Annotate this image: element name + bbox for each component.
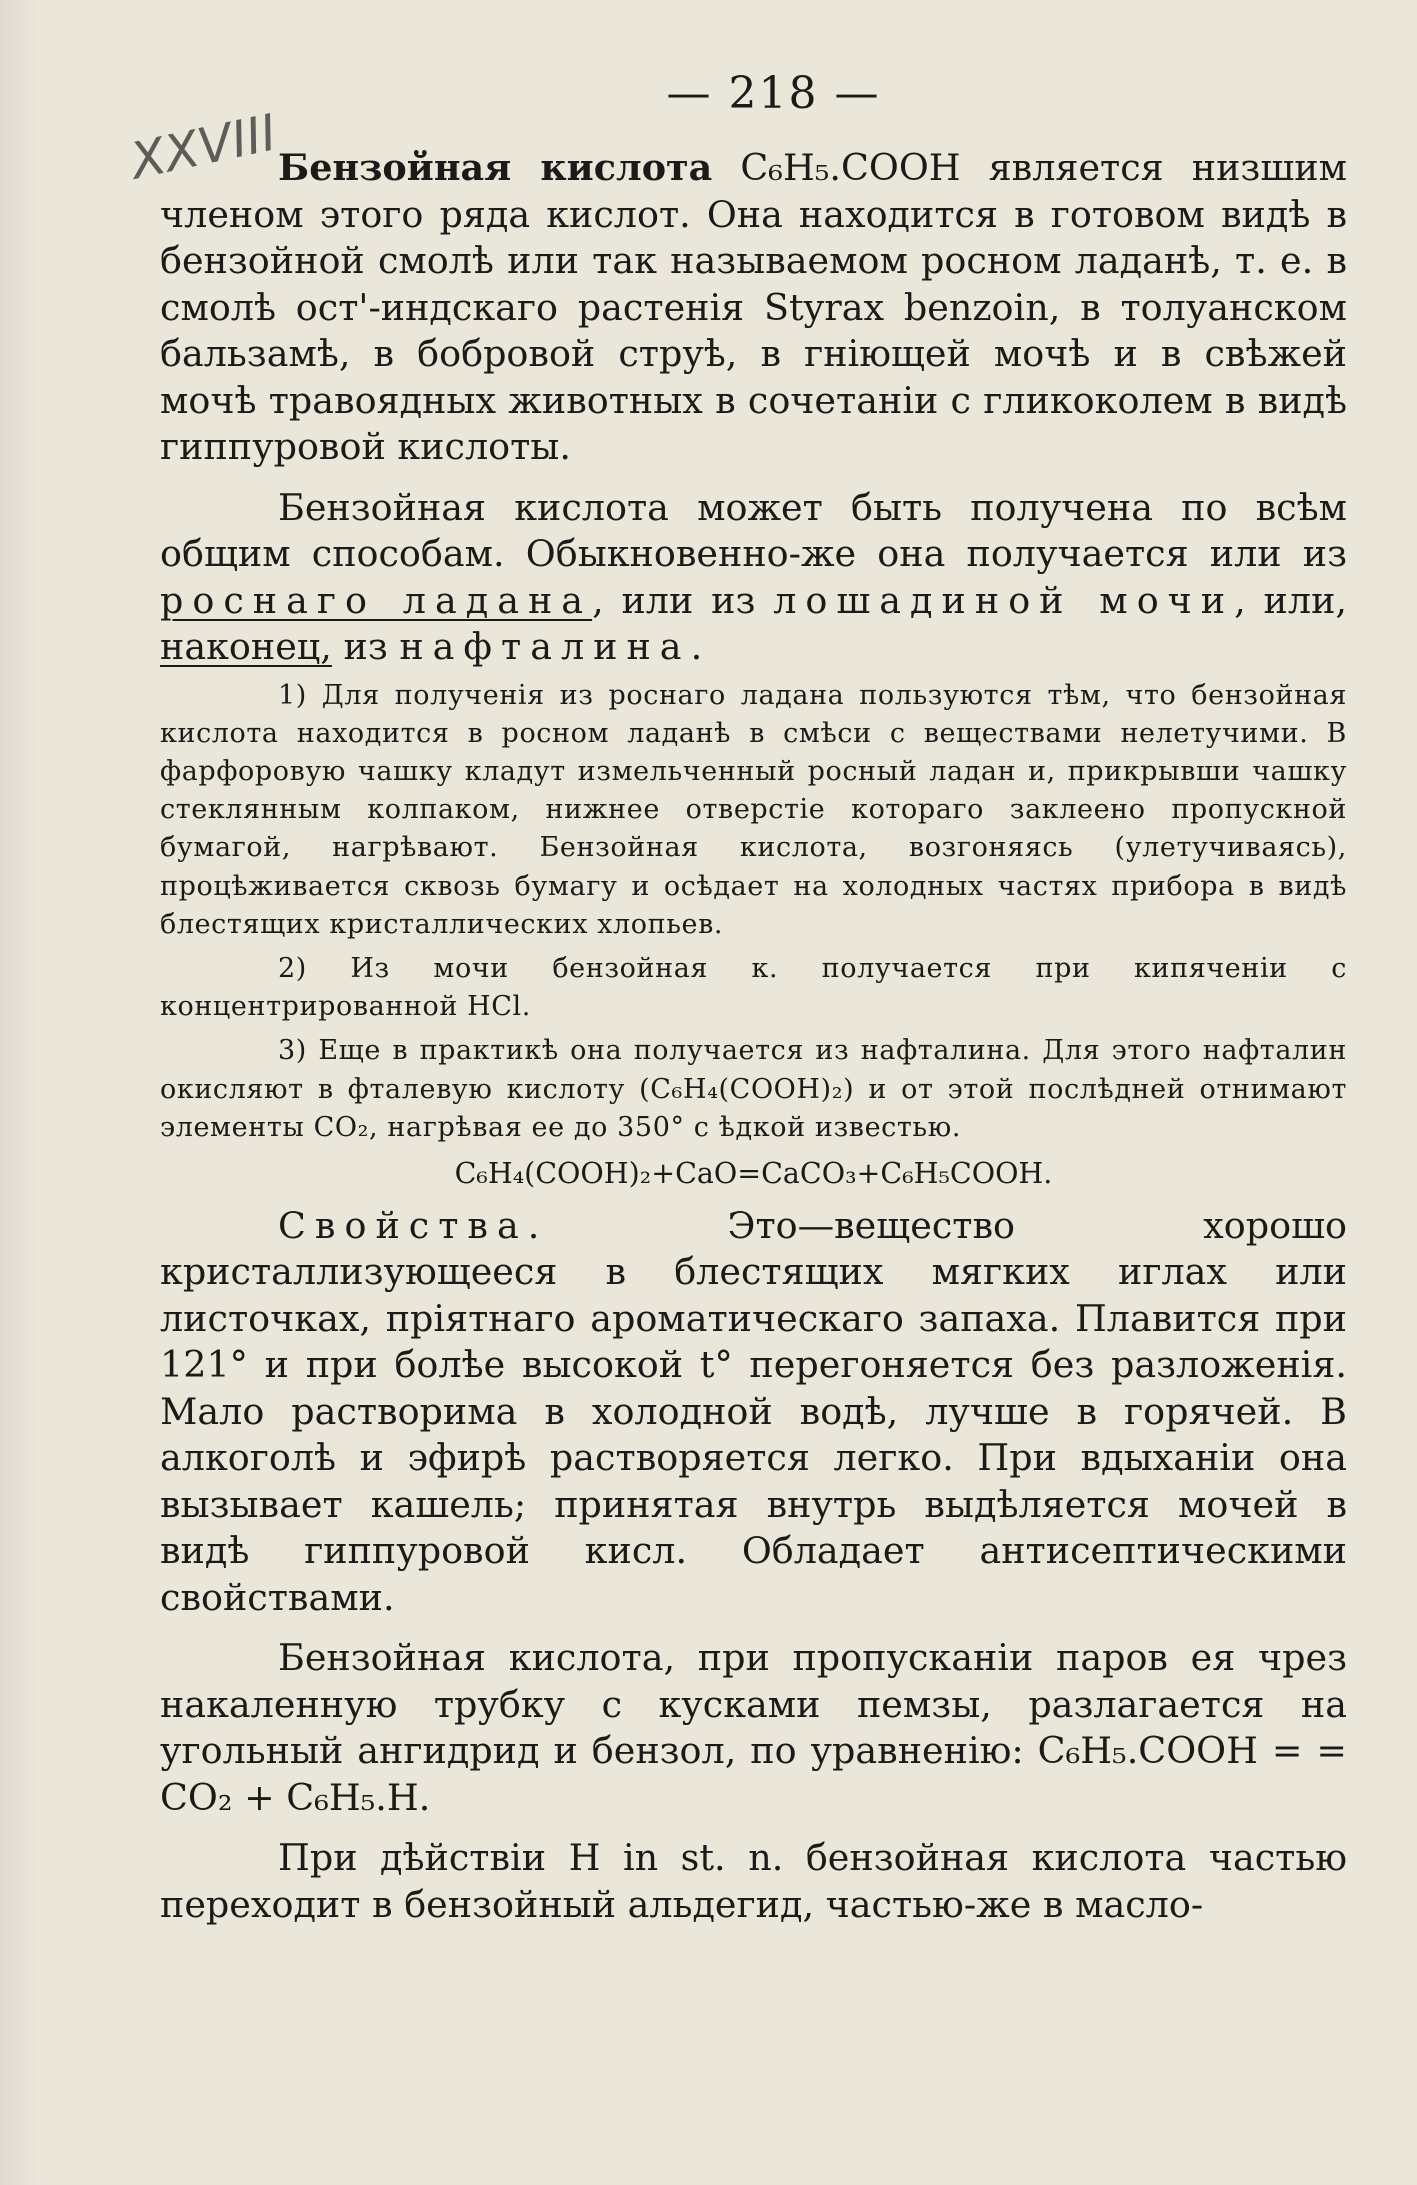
source-resin: роснаго ладана	[160, 578, 593, 622]
paragraph-properties	[160, 1203, 1347, 1622]
methods-text: Бензойная кислота может быть получена по всѣм общим способам. Обыкновенно-же она получается или из	[160, 485, 1347, 575]
paragraph-intro-text: C₆H₅.COOH является низшим членом этого ряда кислот. Она находится в готовом видѣ в бензойной смолѣ или так называемом росном ладанѣ, т. е. в смолѣ ост'-индскаго растенія Styrax benzoin, в толуанском бальзамѣ, в бобровой струѣ, в гніющей мочѣ и в свѣжей мочѣ травоядных животных в сочетаніи с гликоколем в видѣ гиппуровой кислоты.	[160, 146, 1347, 468]
reaction-equation: C₆H₄(COOH)₂+CaO=CaCO₃+C₆H₅COOH.	[454, 1156, 1053, 1190]
handwritten-margin-note: XXVIII	[125, 103, 282, 191]
methods-end: .	[690, 625, 703, 668]
source-urine: лошадиной мочи	[773, 578, 1235, 622]
page-number: — 218 —	[666, 68, 881, 119]
paragraph-decomposition: Бензойная кислота, при пропусканіи паров ея чрез накаленную трубку с кусками пемзы, разлагается на угольный ангидрид и бензол, по уравненію: C₆H₅.COOH = = CO₂ + C₆H₅.H.	[160, 1636, 1347, 1819]
paragraph-methods	[160, 485, 1347, 671]
methods-mid: , или из	[592, 578, 756, 622]
properties-text: . Это—вещество хорошо кристаллизующееся в блестящих мягких иглах или листочках, пріятнаго ароматическаго запаха. Плавится при 121° и при болѣе высокой t° перегоняется без разложенія. Мало растворима в холодной водѣ, лучше в горячей. В алкоголѣ и эфирѣ растворяется легко. При вдыханіи она вызывает кашель; принятая внутрь выдѣляется мочей в видѣ гиппуровой кисл. Обладает антисептическими свойствами.	[160, 1203, 1347, 1619]
paragraph-reduction: При дѣйствіи H in st. n. бензойная кислота частью переходит в бензойный альдегид, частью-же в масло-	[160, 1836, 1347, 1926]
note-1: 1) Для полученія из роснаго ладана пользуются тѣм, что бензойная кислота находится в росном ладанѣ в смѣси с веществами нелетучими. В фарфоровую чашку кладут измельченный росный ладан и, прикрывши чашку стеклянным колпаком, нижнее отверстіе котораго заклеено пропускной бумагой, нагрѣвают. Бензойная кислота, возгоняясь (улетучиваясь), процѣживается сквозь бумагу и осѣдает на холодных частях прибора в видѣ блестящих кристаллических хлопьев.	[160, 679, 1347, 940]
note-2: 2) Из мочи бензойная к. получается при кипяченіи с концентрированной HCl.	[160, 952, 1347, 1023]
paragraph-intro	[160, 145, 1347, 471]
source-naphthalene: нафталина	[399, 625, 691, 668]
methods-mid2: , или,	[1234, 578, 1348, 622]
term-properties: Свойства	[278, 1203, 528, 1247]
methods-tail1: наконец,	[160, 625, 332, 668]
methods-tail2: из	[331, 625, 388, 668]
note-3: 3) Еще в практикѣ она получается из нафталина. Для этого нафталин окисляют в фталевую кислоту (C₆H₄(COOH)₂) и от этой послѣдней отнимают элементы CO₂, нагрѣвая ее до 350° с ѣдкой известью.	[160, 1035, 1347, 1143]
term-benzoic-acid: Бензойная кислота	[278, 146, 713, 189]
